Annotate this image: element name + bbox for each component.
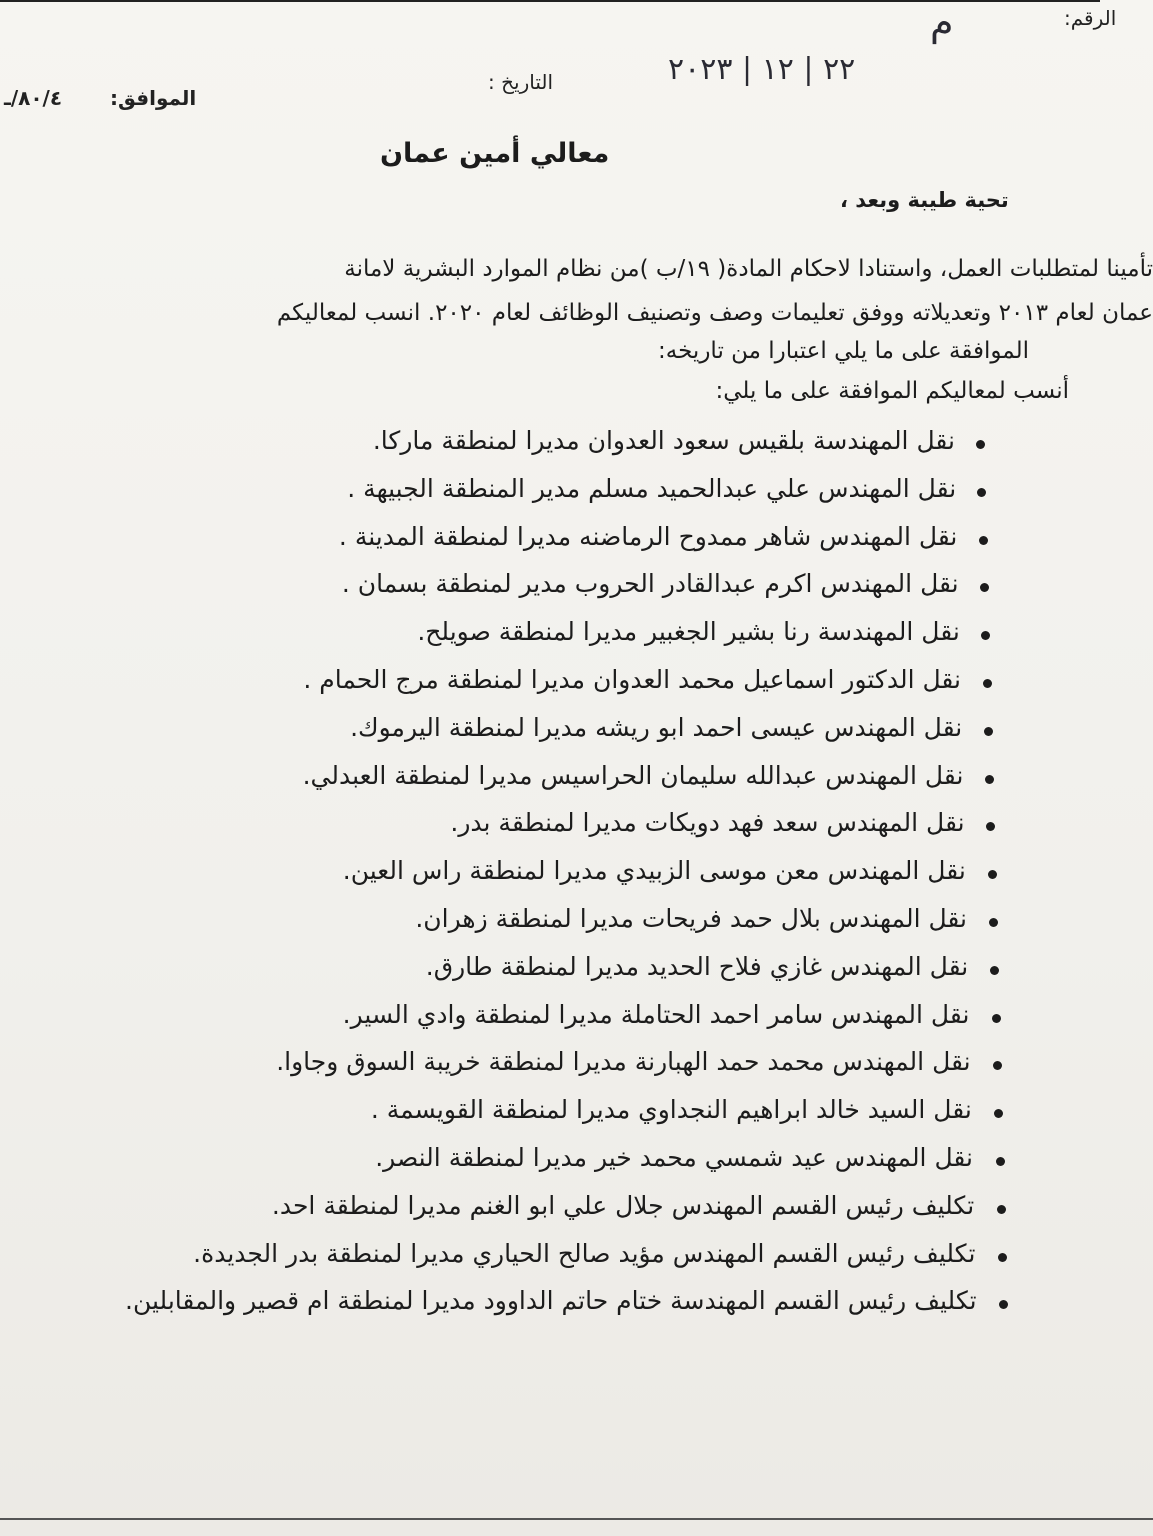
bullet-icon (981, 631, 990, 640)
bullet-icon (990, 966, 999, 975)
list-item: تكليف رئيس القسم المهندس جلال علي ابو الغنم مديرا لمنطقة احد. (271, 1190, 975, 1220)
bullet-icon (985, 775, 994, 784)
list-item: نقل الدكتور اسماعيل محمد العدوان مديرا لمنطقة مرج الحمام . (303, 665, 961, 694)
list-item: نقل المهندسة رنا بشير الجغبير مديرا لمنطقة صويلح. (417, 617, 960, 647)
date-value: ٢٢ | ١٢ | ٢٠٢٣ (668, 52, 856, 87)
bullet-icon (988, 870, 997, 879)
paragraph-line-4: أنسب لمعاليكم الموافقة على ما يلي: (715, 378, 1069, 404)
list-item: نقل المهندس محمد حمد الهبارنة مديرا لمنطقة خريبة السوق وجاوا. (276, 1047, 971, 1077)
bullet-icon (976, 440, 985, 449)
list-item: تكليف رئيس القسم المهندس مؤيد صالح الحياري مديرا لمنطقة بدر الجديدة. (193, 1238, 976, 1268)
bullet-icon (977, 488, 986, 497)
agree-label: الموافق: (110, 86, 197, 110)
paragraph-line-3: الموافقة على ما يلي اعتبارا من تاريخه: (658, 338, 1029, 364)
list-item: نقل المهندس شاهر ممدوح الرماضنه مديرا لمنطقة المدينة . (338, 521, 958, 551)
list-item: نقل المهندس سامر احمد الحتاملة مديرا لمنطقة وادي السير. (342, 999, 970, 1029)
bullet-icon (983, 679, 992, 688)
bullet-icon (997, 1205, 1006, 1214)
bullet-icon (996, 1157, 1005, 1166)
bullet-icon (994, 1109, 1003, 1118)
bullet-icon (980, 583, 989, 592)
list-item: نقل المهندسة بلقيس سعود العدوان مديرا لمنطقة ماركا. (372, 426, 955, 455)
agree-value: ٨٠/٤/ـ (4, 86, 63, 110)
list-item: نقل المهندس اكرم عبدالقادر الحروب مدير لمنطقة بسمان . (341, 569, 959, 599)
bullet-icon (998, 1253, 1007, 1262)
bullet-icon (992, 1014, 1001, 1023)
list-item: نقل المهندس علي عبدالحميد مسلم مدير المنطقة الجبيهة . (347, 473, 957, 503)
footer-rule (0, 1518, 1153, 1520)
list-item: تكليف رئيس القسم المهندسة ختام حاتم الداوود مديرا لمنطقة ام قصير والمقابلين. (125, 1286, 977, 1316)
list-item: نقل المهندس بلال حمد فريحات مديرا لمنطقة زهران. (415, 904, 967, 933)
greeting-line: تحية طيبة وبعد ، (840, 188, 1009, 212)
list-item: نقل المهندس معن موسى الزبيدي مديرا لمنطقة راس العين. (342, 856, 966, 886)
bullet-icon (993, 1061, 1002, 1070)
list-item: نقل المهندس عيد شمسي محمد خير مديرا لمنطقة النصر. (375, 1143, 973, 1172)
list-item: نقل المهندس سعد فهد دويكات مديرا لمنطقة بدر. (450, 808, 965, 838)
list-item: نقل المهندس غازي فلاح الحديد مديرا لمنطقة طارق. (425, 951, 969, 981)
number-value: م (930, 0, 954, 44)
date-label: التاريخ : (488, 70, 554, 94)
list-item: نقل السيد خالد ابراهيم النجداوي مديرا لمنطقة القويسمة . (370, 1095, 972, 1125)
paragraph-line-1: تأمينا لمتطلبات العمل، واستنادا لاحكام المادة( ١٩/ب )من نظام الموارد البشرية لامانة (344, 256, 1153, 282)
bullet-icon (999, 1300, 1008, 1309)
bullet-icon (986, 822, 995, 831)
paragraph-line-2: عمان لعام ٢٠١٣ وتعديلاته ووفق تعليمات وصف وتصنيف الوظائف لعام ٢٠٢٠. انسب لمعاليكم (276, 300, 1153, 326)
addressee-title: معالي أمين عمان (380, 138, 610, 169)
bullet-icon (979, 536, 988, 545)
list-item: نقل المهندس عيسى احمد ابو ريشه مديرا لمنطقة اليرموك. (350, 712, 963, 742)
number-label: الرقم: (1064, 6, 1117, 30)
bullet-icon (989, 918, 998, 927)
list-item: نقل المهندس عبدالله سليمان الحراسيس مديرا لمنطقة العبدلي. (302, 760, 964, 790)
bullet-icon (984, 727, 993, 736)
